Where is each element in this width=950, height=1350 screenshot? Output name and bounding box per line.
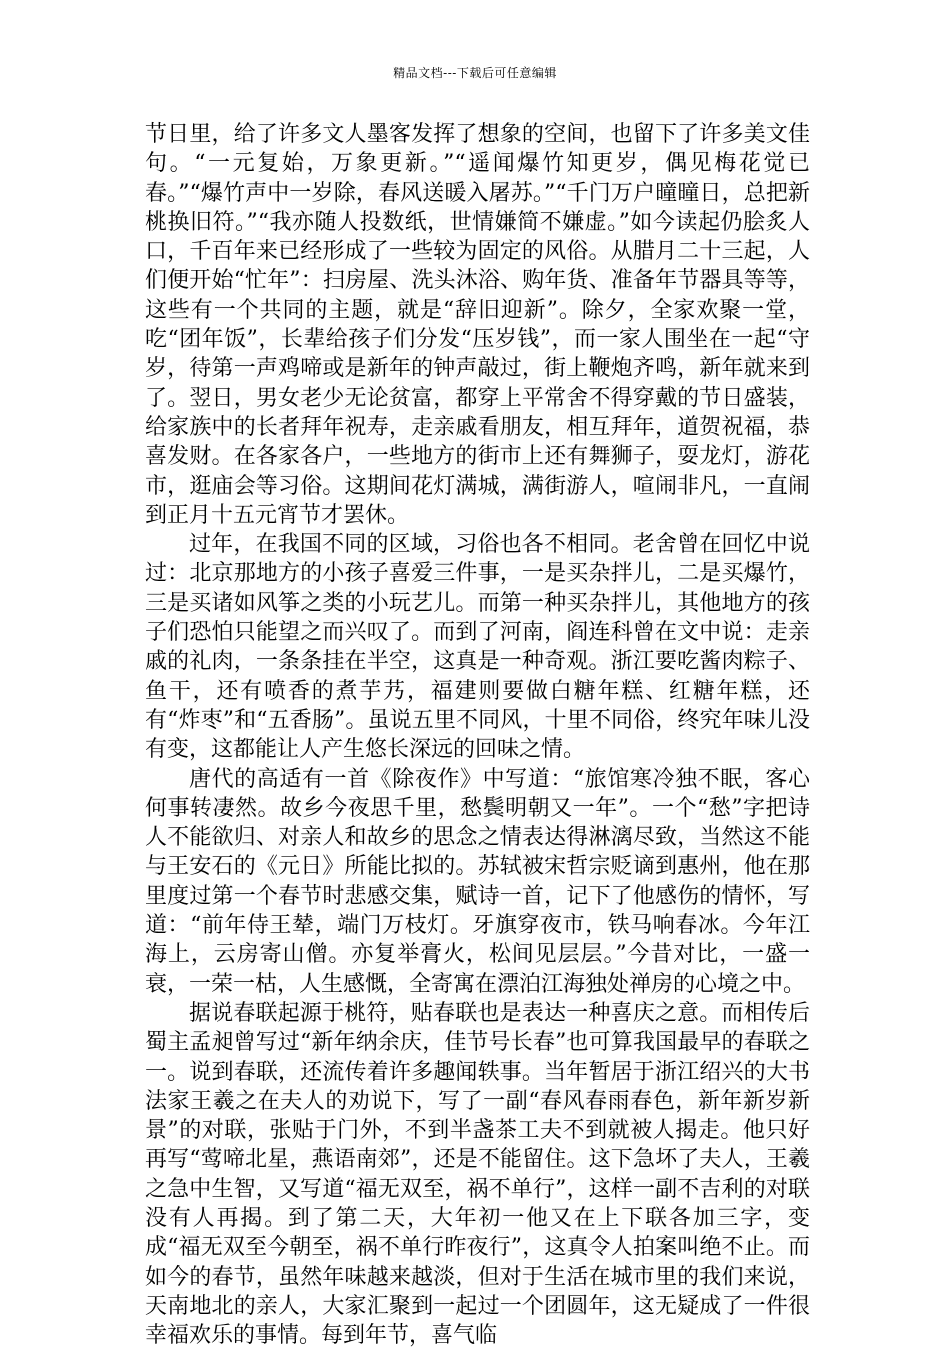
paragraph-2: 过年，在我国不同的区域，习俗也各不相同。老舍曾在回忆中说过：北京那地方的小孩子喜爱三件事，一是买杂拌儿，二是买爆竹，三是买诸如风筝之类的小玩艺儿。而第一种买杂拌儿，其他地方的孩子们恐怕只能望之而兴叹了。而到了河南，阎连科曾在文中说：走亲戚的礼肉，一条条挂在半空，这真是一种奇观。浙江要吃酱肉粽子、鱼干，还有喷香的煮芋艿，福建则要做白糖年糕、红糖年糕，还有“炸枣”和“五香肠”。虽说五里不同风，十里不同俗，终究年味儿没有变，这都能让人产生悠长深远的回味之情。	[145, 532, 810, 763]
page-header: 精品文档---下载后可任意编辑	[393, 66, 557, 80]
document-body	[145, 120, 810, 1350]
paragraph-3: 唐代的高适有一首《除夜作》中写道：“旅馆寒冷独不眠，客心何事转凄然。故乡今夜思千里，愁鬓明朝又一年”。一个“愁”字把诗人不能欲归、对亲人和故乡的思念之情表达得淋漓尽致，当然这不能与王安石的《元日》所能比拟的。苏轼被宋哲宗贬谪到惠州，他在那里度过第一个春节时悲感交集，赋诗一首，记下了他感伤的情怀，写道：“前年侍王辇，端门万枝灯。牙旗穿夜市，铁马响春冰。今年江海上，云房寄山僧。亦复举膏火，松间见层层。”今昔对比，一盛一衰，一荣一枯，人生感慨，全寄寓在漂泊江海独处禅房的心境之中。	[145, 766, 810, 997]
paragraph-1: 节日里，给了许多文人墨客发挥了想象的空间，也留下了许多美文佳句。“一元复始，万象更新。”“遥闻爆竹知更岁，偶见梅花觉已春。”“爆竹声中一岁除，春风送暖入屠苏。”“千门万户曈曈日，总把新桃换旧符。”“我亦随人投数纸，世情嫌简不嫌虚。”如今读起仍脍炙人口，千百年来已经形成了一些较为固定的风俗。从腊月二十三起，人们便开始“忙年”：扫房屋、洗头沐浴、购年货、准备年节器具等等，这些有一个共同的主题，就是“辞旧迎新”。除夕，全家欢聚一堂，吃“团年饭”，长辈给孩子们分发“压岁钱”，而一家人围坐在一起“守岁，待第一声鸡啼或是新年的钟声敲过，街上鞭炮齐鸣，新年就来到了。翌日，男女老少无论贫富，都穿上平常舍不得穿戴的节日盛装，给家族中的长者拜年祝寿，走亲戚看朋友，相互拜年，道贺祝福，恭喜发财。在各家各户，一些地方的街市上还有舞狮子，耍龙灯，游花市，逛庙会等习俗。这期间花灯满城，满街游人，喧闹非凡，一直闹到正月十五元宵节才罢休。	[145, 122, 810, 528]
paragraph-4: 据说春联起源于桃符，贴春联也是表达一种喜庆之意。而相传后蜀主孟昶曾写过“新年纳余庆，佳节号长春”也可算我国最早的春联之一。说到春联，还流传着许多趣闻轶事。当年暂居于浙江绍兴的大书法家王羲之在夫人的劝说下，写了一副“春风春雨春色，新年新岁新景”的对联，张贴于门外，不到半盏茶工夫不到就被人揭走。他只好再写“莺啼北星，燕语南郊”，还是不能留住。这下急坏了夫人，王羲之急中生智，又写道“福无双至，祸不单行”，这样一副不吉利的对联没有人再揭。到了第二天，大年初一他又在上下联各加三字，变成“福无双至今朝至，祸不单行昨夜行”，这真令人拍案叫绝不止。而如今的春节，虽然年味越来越淡，但对于生活在城市里的我们来说，天南地北的亲人，大家汇聚到一起过一个团圆年，这无疑成了一件很幸福欢乐的事情。每到年节，喜气临	[145, 1000, 810, 1349]
